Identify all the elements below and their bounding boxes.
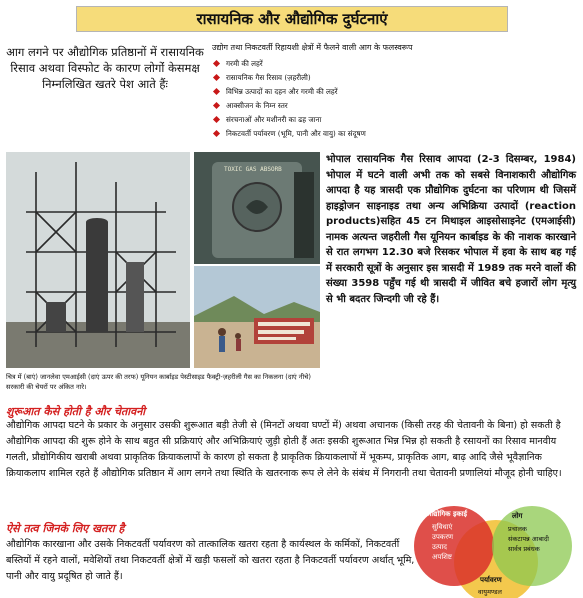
risk-paragraph: औद्योगिक कारखाना और उसके निकटवर्ती पर्यावरण को तात्कालिक खतरा रहता है कार्यस्थल के कर्मिकों, निकटवर्ती बस्तियों में रहने वालों, मवेशियों तथा निकटवर्ती क्षेत्रों में खड़ी फसलों को खतरा रहता है निकटवर्ती पर्यावरण अर्थात् भूमि, पानी और वायु प्रदूषित हो जाते हैं। [6,539,415,582]
hazard-block [212,42,572,141]
hazard-item: संरचनाओं और मशीनरी का ढह जाना [212,113,572,127]
valve-photo [194,152,320,264]
venn-diagram [412,504,576,598]
diamond-bullet-icon [213,102,220,109]
venn-left-items: सुविधाएं उपकरण उत्पाद अपशिष्ट [432,523,454,561]
hazard-item: आक्सीजन के निम्न स्तर [212,99,572,113]
hazard-item: रासायनिक गैस रिसाव (ज़हरीली) [212,71,572,85]
venn-right-items: प्रचालक संकटापन्न आबादी सार्वत्र प्रबंधक [508,525,549,553]
hazard-heading: उद्योग तथा निकटवर्ती रिहायशी क्षेत्रों में फैलने वाली आग के फलस्वरूप [212,43,413,52]
diamond-bullet-icon [213,60,220,67]
venn-left-title: औद्योगिक इकाई [426,510,468,518]
onset-paragraph: औद्योगिक आपदा घटने के प्रकार के अनुसार उसकी शुरूआत बड़ी तेजी से (मिनटों अथवा घण्टों में) अथवा अचानक (किसी तरह की चेतावनी के बिना) हो सकती है औद्योगिक आपदा की शुरू होने के साथ बहुत सी प्रक्रियाएं और अभिक्रियाएं जुड़ी होती हैं अतः इसकी शुरूआत भिन्न भिन्न हो सकती है रसायनों का रिसाव मानवीय गलती, प्रौद्योगिकीय खराबी अथवा प्राकृतिक क्रियाकलापों के कारण हो सकता है प्राकृतिक क्रियाकलापों में भूकम्प, प्राकृतिक आग, बाढ़ आदि जैसे भूवैज्ञानिक क्रियाकलाप शामिल रहते हैं औद्योगिक प्रतिष्ठान में आग लगने तथा स्थिति के खतरनाक रूप ले लेने के संबंध में निगरानी तथा चेतावनी प्रणालियां मौजूद होनी चाहिए। [6,420,562,479]
photo-caption: चित्र में (बाएं) जानलेवा एमआईसी (दाएं ऊपर की तरफ) यूनियन कार्बाइड पेस्टीसाइड फैक्ट्री-ज़हरीली गैस का निकलना (दाएं नीचे) सरकारी की चेयरों पर अंकित नारे। [6,373,311,391]
factory-photo [6,152,190,368]
intro-text: आग लगने पर औद्योगिक प्रतिष्ठानों में रासायनिक रिसाव अथवा विस्फोट के कारण लोगोंं केसमक्ष निम्नलिखित खतरे पेश आते हैंः [6,45,204,91]
onset-heading: शुरूआत कैसे होती है और चेतावनी [6,405,146,418]
hazard-item: गरमी की लहरें [212,57,572,71]
diamond-bullet-icon [213,116,220,123]
page-title: रासायनिक और औद्योगिक दुर्घटनाएं [76,6,508,32]
bhopal-text: भोपाल रासायनिक गैस रिसाव आपदा (2-3 दिसम्बर, 1984) भोपाल में घटने वाली अभी तक को सबसे विनाशकारी औद्योगिक आपदा है यह त्रासदी एक प्रौद्योगिक दुर्घटना का परिणाम थी जिसमें हाइड्रोजन साइनाइड तथा अन्य अभिक्रिया उत्पादों (reaction products)सहित 45 टन मिथाइल आइसोसाइनेट (एमआईसी) नामक अत्यन्त जहरीली गैस यूनियन कार्बाइड के की नाशक कारखाने से रात लगभग 12.30 बजे रिसकर भोपाल में हवा के साथ बह गई में सरकारी सूत्रों के अनुसार इस त्रासदी में 1989 तक मरने वालों की संख्या 3598 पहुँच गई थी त्रासदी में जीवित बचे हजारों लोग मृत्यु से भी बदतर जिन्दगी जी रहे हैं। [326,154,576,305]
venn-bottom-title: पर्यावरण [480,576,502,584]
hazard-item: विभिन्न उत्पादों का दहन और गरमी की लहरें [212,85,572,99]
diamond-bullet-icon [213,88,220,95]
diamond-bullet-icon [213,130,220,137]
venn-right-title: लोग [512,512,523,520]
hazard-item: निकटवर्ती पर्यावरण (भूमि, पानी और वायु) का संदूषण [212,127,572,141]
hazard-list [212,57,572,141]
venn-bottom-item: वायुमण्डल [478,588,502,596]
risk-heading: ऐसे तत्व जिनके लिए खतरा है [6,522,125,535]
street-photo [194,266,320,368]
diamond-bullet-icon [213,74,220,81]
valve-label: TOXIC GAS ABSORB [224,166,282,173]
